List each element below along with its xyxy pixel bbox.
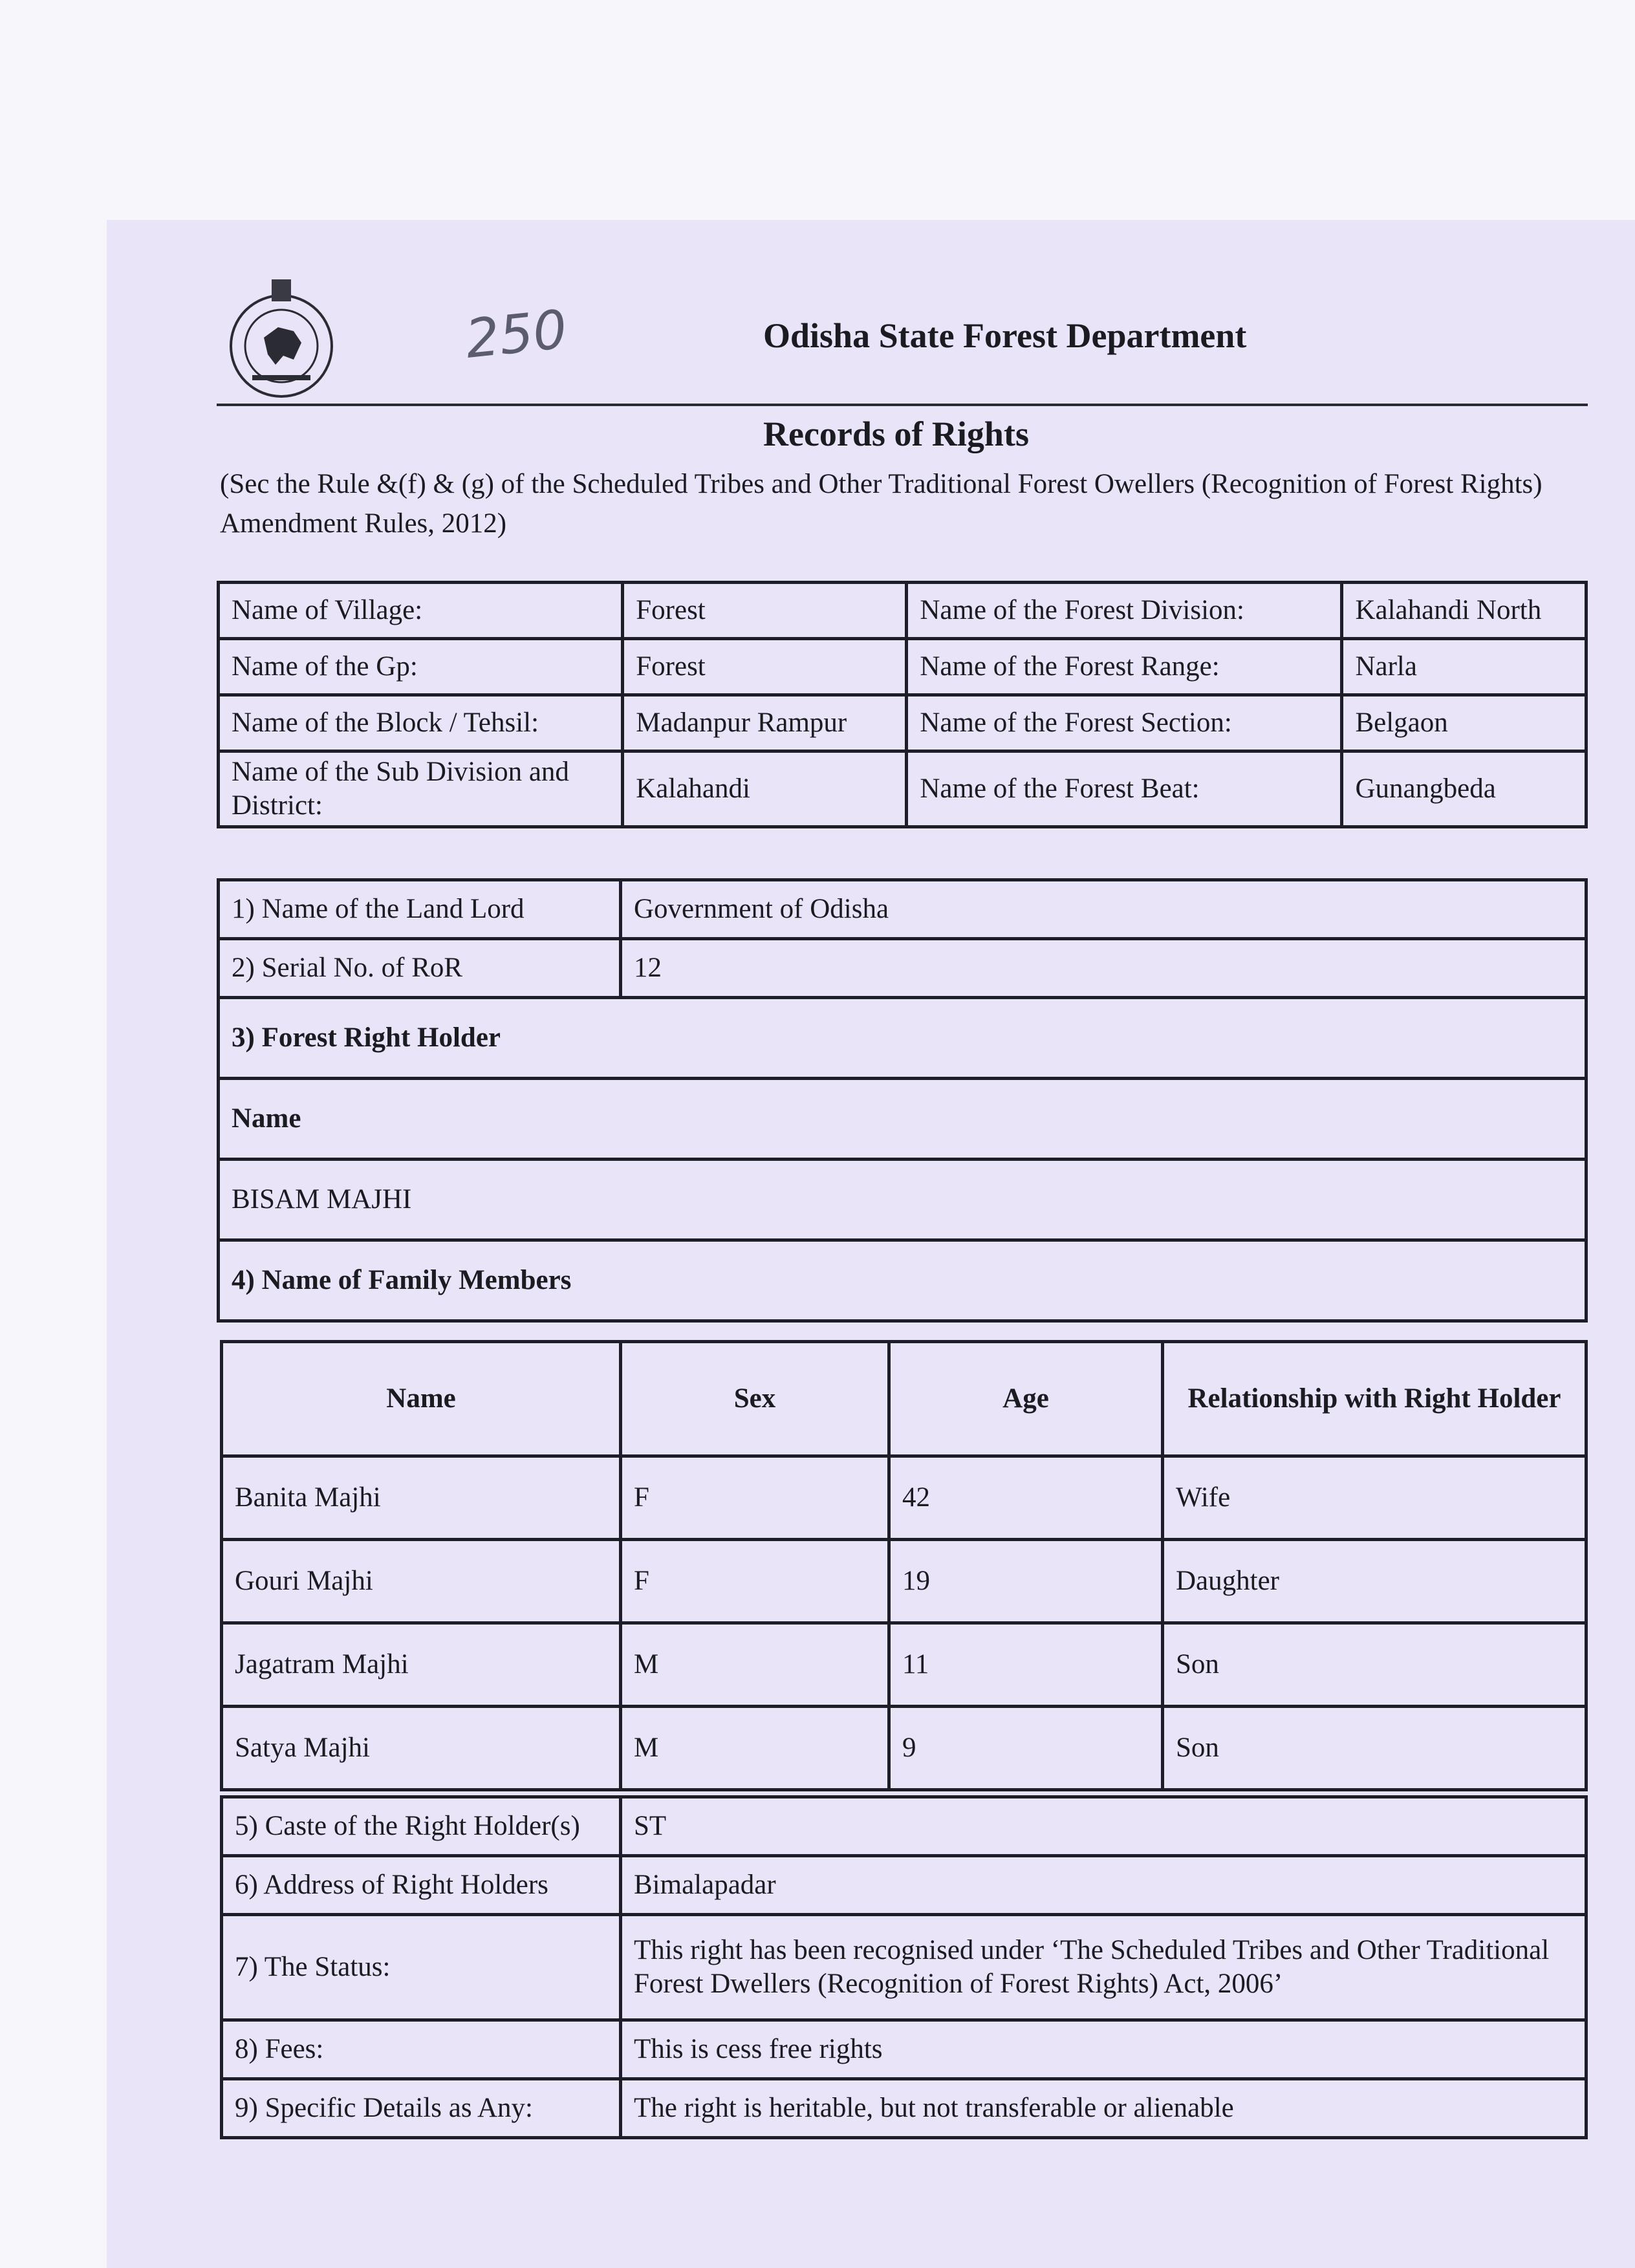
member-age: 42 [889, 1456, 1163, 1540]
col-header-sex: Sex [621, 1342, 889, 1456]
record-table [217, 878, 1588, 1323]
land-lord-row [219, 880, 1586, 939]
location-table [217, 581, 1588, 828]
forest-beat-label: Name of the Forest Beat: [907, 751, 1342, 827]
specific-details-value: The right is heritable, but not transferable or alienable [621, 2079, 1586, 2138]
member-relationship: Son [1163, 1623, 1586, 1707]
specific-details-row [222, 2079, 1586, 2138]
handwritten-page-number: 250 [462, 299, 570, 371]
village-label: Name of Village: [219, 583, 623, 639]
family-members-table [220, 1340, 1588, 1791]
location-row [219, 695, 1586, 751]
holder-name-value: BISAM MAJHI [219, 1160, 1586, 1240]
member-relationship: Son [1163, 1707, 1586, 1790]
member-sex: M [621, 1623, 889, 1707]
forest-division-value: Kalahandi North [1342, 583, 1586, 639]
fees-row [222, 2020, 1586, 2079]
forest-beat-value: Gunangbeda [1342, 751, 1586, 827]
location-row [219, 639, 1586, 695]
fees-value: This is cess free rights [621, 2020, 1586, 2079]
address-row [222, 1856, 1586, 1915]
forest-division-label: Name of the Forest Division: [907, 583, 1342, 639]
member-name: Satya Majhi [222, 1707, 621, 1790]
family-header-row [222, 1342, 1586, 1456]
holder-name-heading: Name [219, 1079, 1586, 1160]
header-divider [217, 404, 1588, 406]
member-relationship: Wife [1163, 1456, 1586, 1540]
land-lord-value: Government of Odisha [621, 880, 1586, 939]
forest-section-value: Belgaon [1342, 695, 1586, 751]
status-value: This right has been recognised under ‘The Scheduled Tribes and Other Traditional Forest Dwellers (Recognition of Forest Rights) Act, 2006’ [621, 1915, 1586, 2020]
location-row [219, 583, 1586, 639]
sub-division-value: Kalahandi [623, 751, 907, 827]
member-age: 9 [889, 1707, 1163, 1790]
department-title: Odisha State Forest Department [763, 316, 1247, 355]
member-age: 11 [889, 1623, 1163, 1707]
details-table [220, 1795, 1588, 2139]
location-row [219, 751, 1586, 827]
table-row [222, 1540, 1586, 1623]
status-row [222, 1915, 1586, 2020]
member-age: 19 [889, 1540, 1163, 1623]
name-heading-row [219, 1079, 1586, 1160]
member-sex: M [621, 1707, 889, 1790]
serial-label: 2) Serial No. of RoR [219, 939, 621, 998]
serial-value: 12 [621, 939, 1586, 998]
caste-value: ST [621, 1797, 1586, 1856]
caste-label: 5) Caste of the Right Holder(s) [222, 1797, 621, 1856]
fees-label: 8) Fees: [222, 2020, 621, 2079]
address-value: Bimalapadar [621, 1856, 1586, 1915]
village-value: Forest [623, 583, 907, 639]
family-members-heading: 4) Name of Family Members [219, 1240, 1586, 1321]
member-name: Banita Majhi [222, 1456, 621, 1540]
col-header-age: Age [889, 1342, 1163, 1456]
gp-label: Name of the Gp: [219, 639, 623, 695]
forest-right-holder-heading: 3) Forest Right Holder [219, 998, 1586, 1079]
member-sex: F [621, 1540, 889, 1623]
block-label: Name of the Block / Tehsil: [219, 695, 623, 751]
member-name: Jagatram Majhi [222, 1623, 621, 1707]
col-header-name: Name [222, 1342, 621, 1456]
member-sex: F [621, 1456, 889, 1540]
col-header-relationship: Relationship with Right Holder [1163, 1342, 1586, 1456]
table-row [222, 1707, 1586, 1790]
table-row [222, 1623, 1586, 1707]
holder-name-row [219, 1160, 1586, 1240]
status-label: 7) The Status: [222, 1915, 621, 2020]
address-label: 6) Address of Right Holders [222, 1856, 621, 1915]
block-value: Madanpur Rampur [623, 695, 907, 751]
family-heading-row [219, 1240, 1586, 1321]
forest-section-label: Name of the Forest Section: [907, 695, 1342, 751]
forest-range-label: Name of the Forest Range: [907, 639, 1342, 695]
land-lord-label: 1) Name of the Land Lord [219, 880, 621, 939]
holder-section-row [219, 998, 1586, 1079]
member-relationship: Daughter [1163, 1540, 1586, 1623]
specific-details-label: 9) Specific Details as Any: [222, 2079, 621, 2138]
rule-reference-subtitle: (Sec the Rule &(f) & (g) of the Scheduled Tribes and Other Traditional Forest Owellers (Recognition of Forest Rights) Amendment Rules, 2012) [220, 469, 1543, 539]
document-title: Records of Rights [763, 415, 1029, 453]
odisha-emblem-seal-icon [226, 278, 336, 401]
caste-row [222, 1797, 1586, 1856]
member-name: Gouri Majhi [222, 1540, 621, 1623]
gp-value: Forest [623, 639, 907, 695]
sub-division-label: Name of the Sub Division and District: [219, 751, 623, 827]
serial-row [219, 939, 1586, 998]
forest-range-value: Narla [1342, 639, 1586, 695]
table-row [222, 1456, 1586, 1540]
